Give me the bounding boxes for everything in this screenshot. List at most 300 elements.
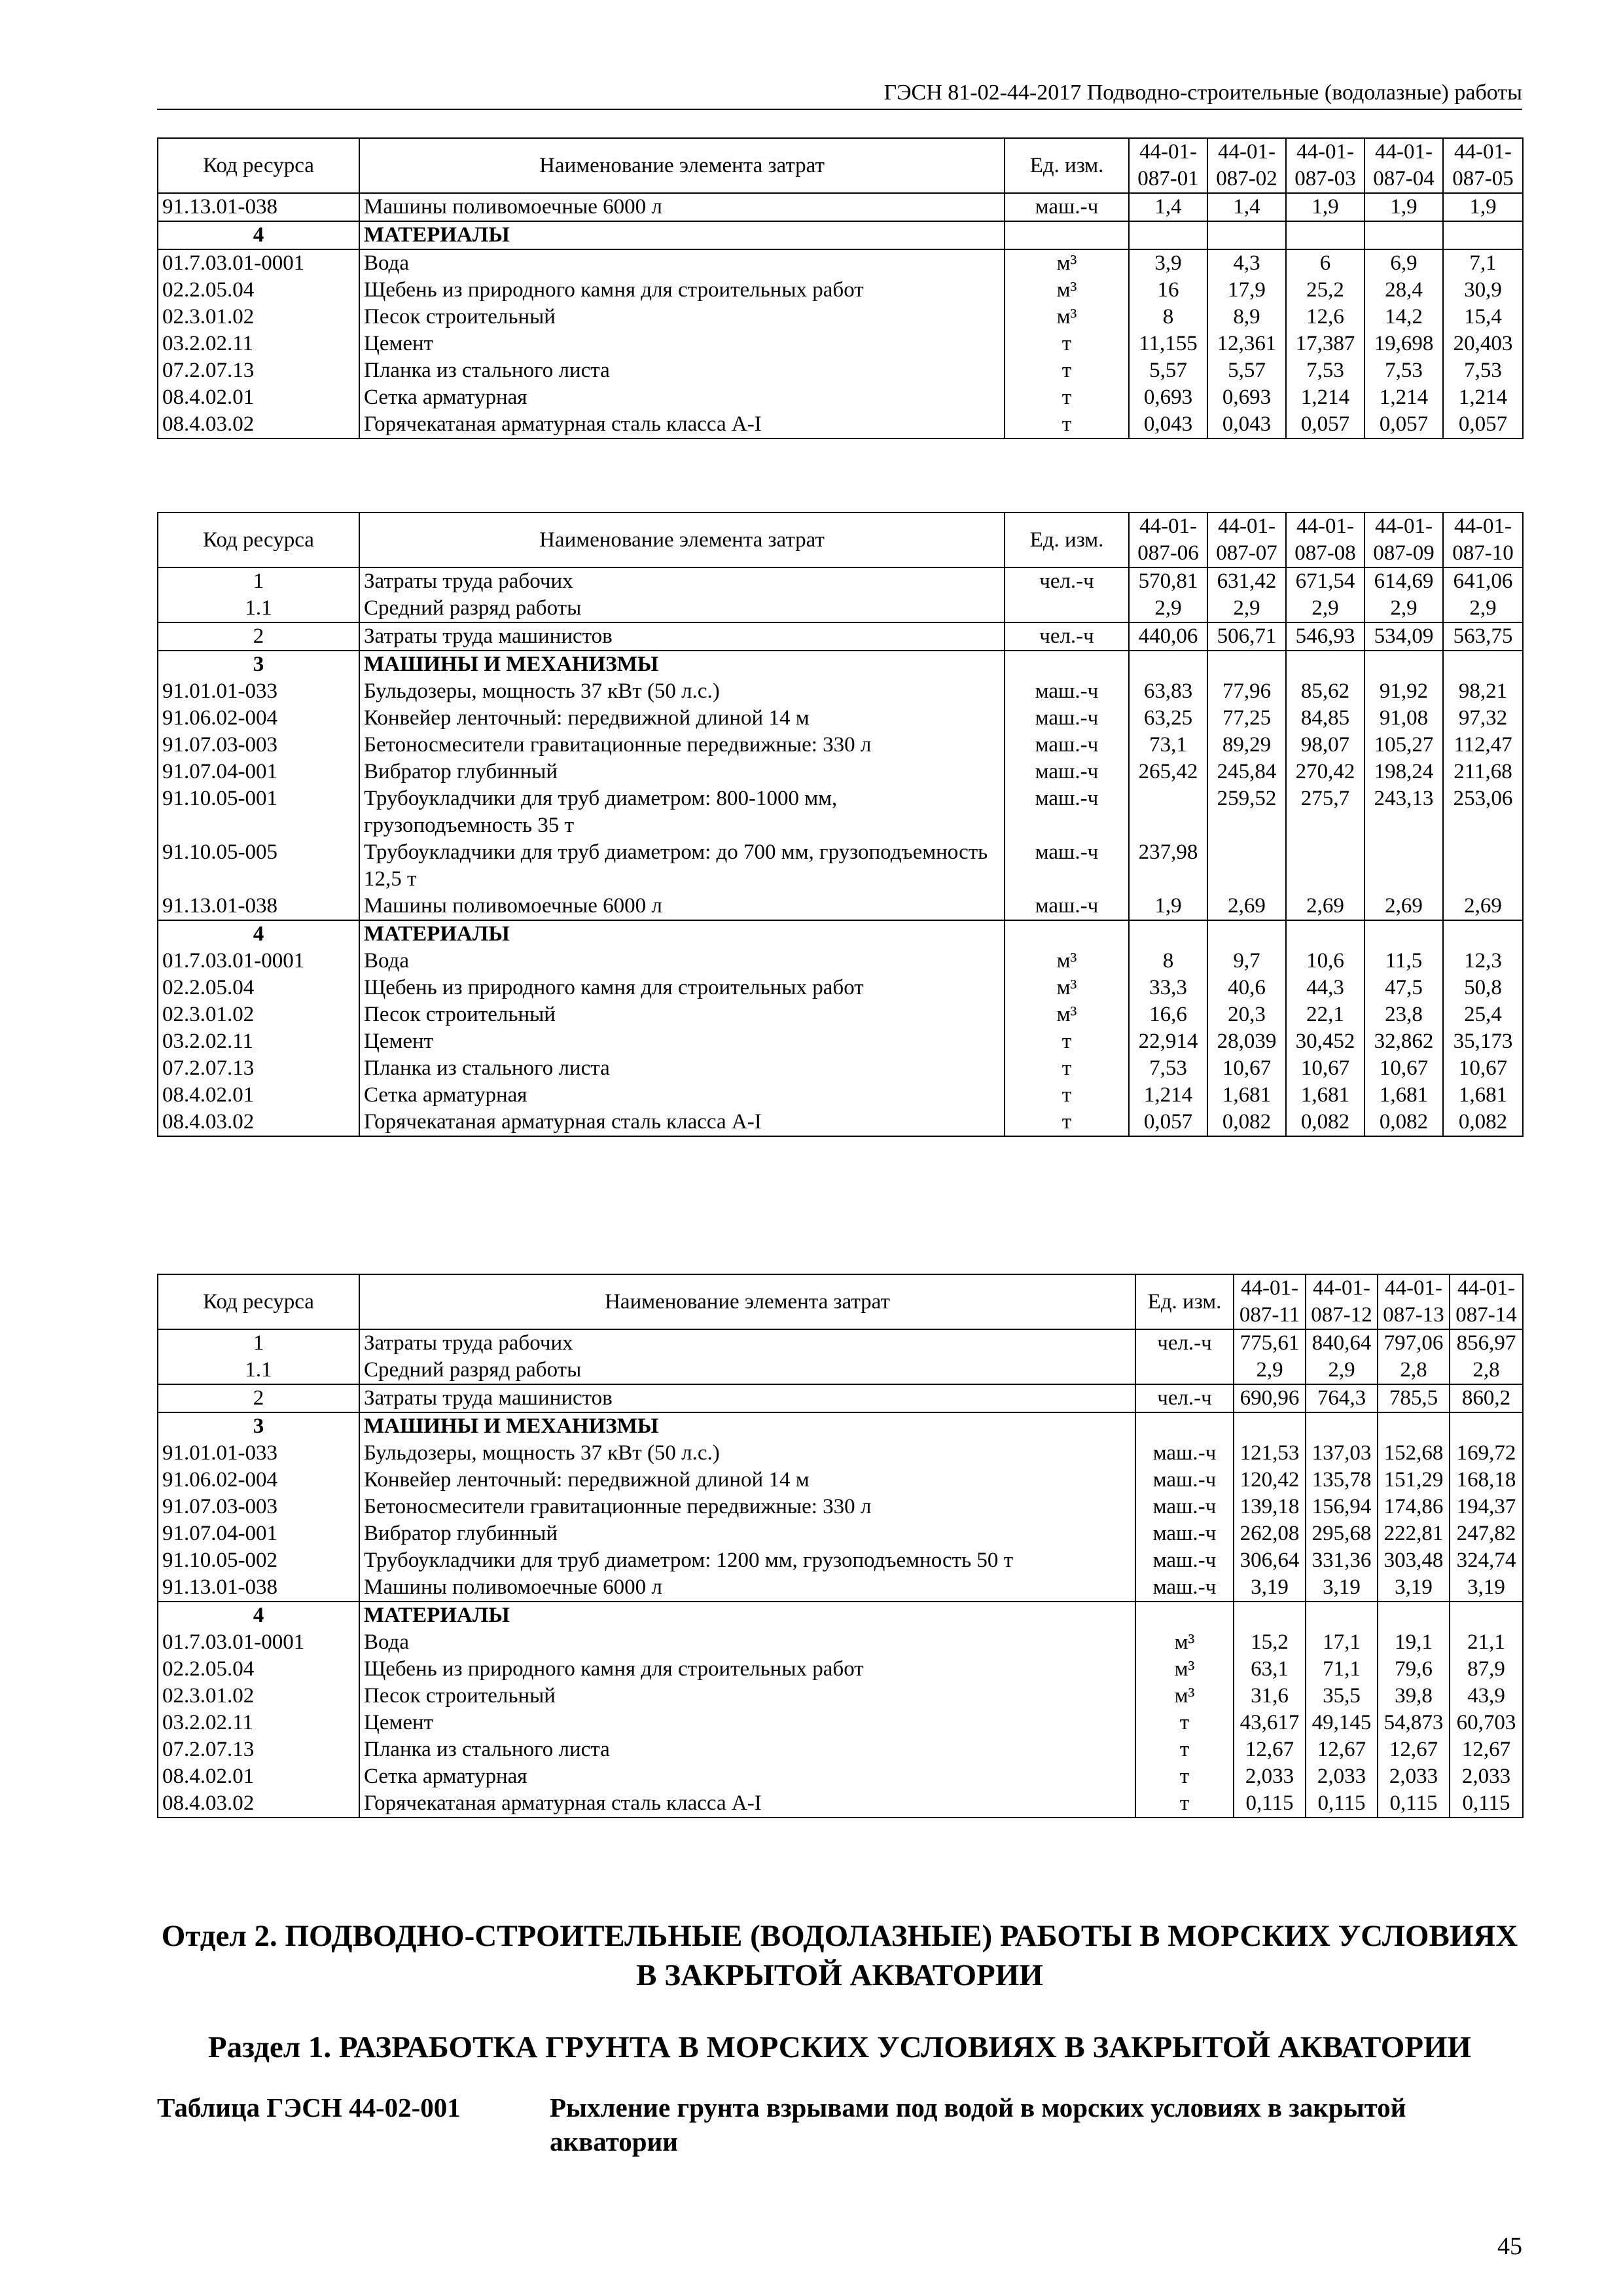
header-col: 44-01- 087-08 (1286, 512, 1364, 567)
resource-value (1129, 920, 1207, 948)
resource-code: 91.07.03-003 (158, 1494, 359, 1520)
resource-value (1234, 1602, 1306, 1629)
table-row (158, 1683, 1523, 1710)
resource-code: 1.1 (158, 1357, 359, 1384)
section-razdel-title: Раздел 1. РАЗРАБОТКА ГРУНТА В МОРСКИХ УСЛОВИЯХ В ЗАКРЫТОЙ АКВАТОРИИ (207, 2030, 1472, 2064)
resource-value (1306, 1412, 1378, 1440)
resource-value: 16,6 (1129, 1001, 1207, 1028)
table-row (158, 1602, 1523, 1629)
resource-value: 3,9 (1129, 249, 1207, 277)
resource-value: 8,9 (1207, 304, 1286, 331)
resource-value: 0,115 (1306, 1790, 1378, 1818)
table-row (158, 1028, 1523, 1055)
resource-unit (1005, 651, 1129, 678)
resource-unit: маш.-ч (1005, 759, 1129, 785)
resource-value: 0,043 (1207, 411, 1286, 439)
resource-code: 91.10.05-001 (158, 785, 359, 839)
resource-value: 237,98 (1129, 839, 1207, 893)
resource-value: 47,5 (1364, 975, 1443, 1001)
resource-value: 2,9 (1364, 595, 1443, 622)
table-row (158, 759, 1523, 785)
resource-value: 5,57 (1129, 357, 1207, 384)
resource-code: 4 (158, 221, 359, 249)
table-row (158, 1710, 1523, 1736)
resource-name: МАШИНЫ И МЕХАНИЗМЫ (359, 651, 1005, 678)
table-row (158, 357, 1523, 384)
resource-value: 12,67 (1234, 1736, 1306, 1763)
resource-value (1207, 221, 1286, 249)
table-row (158, 331, 1523, 357)
resource-value: 30,9 (1443, 277, 1523, 304)
resource-name: Сетка арматурная (359, 1082, 1005, 1109)
resource-value: 641,06 (1443, 567, 1523, 595)
table-row (158, 1082, 1523, 1109)
resource-name: Песок строительный (359, 304, 1005, 331)
resource-value: 43,9 (1450, 1683, 1523, 1710)
resource-code: 91.07.04-001 (158, 1520, 359, 1547)
resource-value: 2,8 (1450, 1357, 1523, 1384)
resource-value: 243,13 (1364, 785, 1443, 839)
resource-value: 6 (1286, 249, 1364, 277)
resource-name: МАТЕРИАЛЫ (359, 1602, 1135, 1629)
resource-value: 0,057 (1364, 411, 1443, 439)
table-row (158, 595, 1523, 622)
header-col: 44-01- 087-12 (1306, 1274, 1378, 1329)
resource-value: 534,09 (1364, 622, 1443, 651)
header-col: 44-01- 087-05 (1443, 138, 1523, 193)
resource-value: 17,387 (1286, 331, 1364, 357)
resource-name: Вибратор глубинный (359, 759, 1005, 785)
resource-code: 3 (158, 651, 359, 678)
table-header-row (158, 1274, 1523, 1329)
resource-value (1364, 221, 1443, 249)
resource-value: 2,8 (1378, 1357, 1450, 1384)
resource-unit: маш.-ч (1005, 893, 1129, 920)
resource-name: Планка из стального листа (359, 1736, 1135, 1763)
resource-name: Трубоукладчики для труб диаметром: 800-1000 мм, грузоподъемность 35 т (359, 785, 1005, 839)
resource-value: 79,6 (1378, 1656, 1450, 1683)
resource-value: 12,6 (1286, 304, 1364, 331)
resource-table-1 (157, 137, 1524, 439)
resource-unit: чел.-ч (1005, 567, 1129, 595)
resource-value: 156,94 (1306, 1494, 1378, 1520)
resource-unit: маш.-ч (1005, 705, 1129, 732)
resource-code: 01.7.03.01-0001 (158, 948, 359, 975)
resource-value: 2,9 (1286, 595, 1364, 622)
resource-value (1443, 839, 1523, 893)
resource-value (1207, 920, 1286, 948)
resource-unit: м³ (1135, 1656, 1234, 1683)
resource-unit: м³ (1005, 304, 1129, 331)
resource-name: Конвейер ленточный: передвижной длиной 14 м (359, 1467, 1135, 1494)
resource-value: 10,67 (1364, 1055, 1443, 1082)
resource-value: 10,67 (1286, 1055, 1364, 1082)
table-row (158, 705, 1523, 732)
resource-value: 614,69 (1364, 567, 1443, 595)
resource-value: 12,3 (1443, 948, 1523, 975)
resource-value: 265,42 (1129, 759, 1207, 785)
resource-code: 2 (158, 622, 359, 651)
table-row (158, 411, 1523, 439)
table-row (158, 975, 1523, 1001)
resource-name: Машины поливомоечные 6000 л (359, 193, 1005, 221)
resource-unit: т (1135, 1763, 1234, 1790)
header-col: 44-01- 087-04 (1364, 138, 1443, 193)
resource-code: 1.1 (158, 595, 359, 622)
resource-code: 91.10.05-002 (158, 1547, 359, 1574)
resource-name: Вода (359, 249, 1005, 277)
resource-value: 2,9 (1129, 595, 1207, 622)
resource-value: 0,115 (1378, 1790, 1450, 1818)
resource-code: 08.4.02.01 (158, 1082, 359, 1109)
resource-value: 89,29 (1207, 732, 1286, 759)
resource-value: 137,03 (1306, 1440, 1378, 1467)
header-code: Код ресурса (158, 138, 359, 193)
resource-value: 28,4 (1364, 277, 1443, 304)
resource-unit: маш.-ч (1135, 1494, 1234, 1520)
resource-value: 1,681 (1286, 1082, 1364, 1109)
resource-value: 40,6 (1207, 975, 1286, 1001)
header-col: 44-01- 087-13 (1378, 1274, 1450, 1329)
table-row (158, 920, 1523, 948)
resource-value (1443, 651, 1523, 678)
resource-value: 1,214 (1286, 384, 1364, 411)
table-row (158, 1790, 1523, 1818)
resource-value: 54,873 (1378, 1710, 1450, 1736)
table-row (158, 1440, 1523, 1467)
resource-value (1450, 1412, 1523, 1440)
resource-value: 63,25 (1129, 705, 1207, 732)
resource-code: 07.2.07.13 (158, 357, 359, 384)
table-row (158, 785, 1523, 839)
resource-value: 1,9 (1364, 193, 1443, 221)
resource-value: 840,64 (1306, 1329, 1378, 1357)
resource-value: 2,9 (1443, 595, 1523, 622)
resource-value: 10,6 (1286, 948, 1364, 975)
table-header-row (158, 138, 1523, 193)
table-row (158, 948, 1523, 975)
resource-value: 194,37 (1450, 1494, 1523, 1520)
resource-value: 546,93 (1286, 622, 1364, 651)
resource-name: Вибратор глубинный (359, 1520, 1135, 1547)
resource-value: 856,97 (1450, 1329, 1523, 1357)
resource-value: 91,08 (1364, 705, 1443, 732)
resource-value: 6,9 (1364, 249, 1443, 277)
header-name: Наименование элемента затрат (359, 1274, 1135, 1329)
resource-table-2 (157, 512, 1524, 1137)
resource-name: МАТЕРИАЛЫ (359, 221, 1005, 249)
resource-value: 12,67 (1450, 1736, 1523, 1763)
resource-value: 19,698 (1364, 331, 1443, 357)
resource-unit: т (1005, 357, 1129, 384)
resource-value: 43,617 (1234, 1710, 1306, 1736)
resource-value: 8 (1129, 304, 1207, 331)
table-row (158, 1736, 1523, 1763)
resource-value: 2,69 (1286, 893, 1364, 920)
resource-name: Горячекатаная арматурная сталь класса А-I (359, 1109, 1005, 1136)
resource-value: 2,69 (1364, 893, 1443, 920)
resource-value: 31,6 (1234, 1683, 1306, 1710)
resource-value: 84,85 (1286, 705, 1364, 732)
resource-value: 20,403 (1443, 331, 1523, 357)
resource-value: 23,8 (1364, 1001, 1443, 1028)
resource-value: 49,145 (1306, 1710, 1378, 1736)
resource-value: 2,033 (1450, 1763, 1523, 1790)
resource-value: 22,1 (1286, 1001, 1364, 1028)
resource-value: 671,54 (1286, 567, 1364, 595)
table-row (158, 1763, 1523, 1790)
resource-value: 16 (1129, 277, 1207, 304)
resource-value: 1,681 (1207, 1082, 1286, 1109)
resource-value: 3,19 (1306, 1574, 1378, 1602)
resource-value: 174,86 (1378, 1494, 1450, 1520)
resource-value (1207, 651, 1286, 678)
resource-code: 4 (158, 1602, 359, 1629)
resource-value: 105,27 (1364, 732, 1443, 759)
resource-unit: т (1005, 1055, 1129, 1082)
resource-name: Затраты труда рабочих (359, 1329, 1135, 1357)
resource-value: 10,67 (1443, 1055, 1523, 1082)
resource-unit: т (1005, 1109, 1129, 1136)
resource-unit: маш.-ч (1005, 839, 1129, 893)
resource-code: 01.7.03.01-0001 (158, 1629, 359, 1656)
resource-unit: маш.-ч (1135, 1440, 1234, 1467)
header-col: 44-01- 087-07 (1207, 512, 1286, 567)
resource-value: 35,173 (1443, 1028, 1523, 1055)
resource-name: Затраты труда рабочих (359, 567, 1005, 595)
resource-value: 775,61 (1234, 1329, 1306, 1357)
table-row (158, 1629, 1523, 1656)
resource-value (1129, 221, 1207, 249)
resource-unit: т (1005, 331, 1129, 357)
resource-value (1364, 651, 1443, 678)
resource-code: 03.2.02.11 (158, 331, 359, 357)
resource-code: 3 (158, 1412, 359, 1440)
resource-name: Трубоукладчики для труб диаметром: 1200 мм, грузоподъемность 50 т (359, 1547, 1135, 1574)
table-row (158, 1329, 1523, 1357)
resource-value: 33,3 (1129, 975, 1207, 1001)
resource-value: 7,53 (1286, 357, 1364, 384)
resource-code: 02.3.01.02 (158, 304, 359, 331)
table-row (158, 1520, 1523, 1547)
resource-name: Горячекатаная арматурная сталь класса А-I (359, 1790, 1135, 1818)
resource-value: 690,96 (1234, 1384, 1306, 1412)
resource-value: 63,83 (1129, 678, 1207, 705)
resource-code: 91.13.01-038 (158, 193, 359, 221)
resource-value (1364, 839, 1443, 893)
resource-value: 2,9 (1207, 595, 1286, 622)
resource-value: 0,057 (1129, 1109, 1207, 1136)
table-row (158, 839, 1523, 893)
resource-unit: м³ (1005, 975, 1129, 1001)
table-row (158, 249, 1523, 277)
resource-code: 4 (158, 920, 359, 948)
resource-name: Сетка арматурная (359, 1763, 1135, 1790)
resource-value (1207, 839, 1286, 893)
resource-value: 1,4 (1129, 193, 1207, 221)
resource-unit: т (1135, 1710, 1234, 1736)
resource-value: 73,1 (1129, 732, 1207, 759)
resource-value: 12,361 (1207, 331, 1286, 357)
resource-value: 1,681 (1364, 1082, 1443, 1109)
resource-unit: маш.-ч (1005, 732, 1129, 759)
resource-code: 91.07.04-001 (158, 759, 359, 785)
resource-unit: м³ (1005, 948, 1129, 975)
resource-value: 21,1 (1450, 1629, 1523, 1656)
header-code: Код ресурса (158, 1274, 359, 1329)
table-row (158, 1547, 1523, 1574)
resource-value: 0,693 (1129, 384, 1207, 411)
resource-value: 7,53 (1129, 1055, 1207, 1082)
resource-name: Горячекатаная арматурная сталь класса А-I (359, 411, 1005, 439)
resource-name: Средний разряд работы (359, 595, 1005, 622)
resource-code: 08.4.02.01 (158, 384, 359, 411)
resource-unit: т (1005, 384, 1129, 411)
resource-value (1129, 651, 1207, 678)
resource-unit (1135, 1412, 1234, 1440)
resource-value: 120,42 (1234, 1467, 1306, 1494)
resource-value: 44,3 (1286, 975, 1364, 1001)
table-header-row (158, 512, 1523, 567)
table-row (158, 1656, 1523, 1683)
resource-value: 1,9 (1129, 893, 1207, 920)
resource-value: 506,71 (1207, 622, 1286, 651)
resource-code: 01.7.03.01-0001 (158, 249, 359, 277)
resource-value: 764,3 (1306, 1384, 1378, 1412)
resource-value: 295,68 (1306, 1520, 1378, 1547)
resource-value: 98,21 (1443, 678, 1523, 705)
resource-name: Планка из стального листа (359, 1055, 1005, 1082)
resource-unit: т (1135, 1790, 1234, 1818)
resource-value: 259,52 (1207, 785, 1286, 839)
resource-value: 1,214 (1129, 1082, 1207, 1109)
resource-unit: м³ (1135, 1683, 1234, 1710)
resource-unit: м³ (1005, 249, 1129, 277)
resource-value (1129, 785, 1207, 839)
resource-value (1286, 839, 1364, 893)
resource-value: 306,64 (1234, 1547, 1306, 1574)
resource-value: 7,53 (1443, 357, 1523, 384)
resource-unit (1135, 1602, 1234, 1629)
resource-value: 112,47 (1443, 732, 1523, 759)
resource-value: 1,214 (1364, 384, 1443, 411)
resource-value: 3,19 (1450, 1574, 1523, 1602)
resource-value: 440,06 (1129, 622, 1207, 651)
header-col: 44-01- 087-09 (1364, 512, 1443, 567)
resource-value: 77,96 (1207, 678, 1286, 705)
resource-value: 2,9 (1306, 1357, 1378, 1384)
resource-value: 1,4 (1207, 193, 1286, 221)
resource-unit: маш.-ч (1005, 785, 1129, 839)
resource-value: 247,82 (1450, 1520, 1523, 1547)
resource-unit: чел.-ч (1135, 1384, 1234, 1412)
resource-code: 07.2.07.13 (158, 1055, 359, 1082)
resource-code: 91.01.01-033 (158, 678, 359, 705)
resource-code: 91.10.05-005 (158, 839, 359, 893)
table-row (158, 1109, 1523, 1136)
resource-value: 0,082 (1286, 1109, 1364, 1136)
resource-value: 275,7 (1286, 785, 1364, 839)
resource-value (1450, 1602, 1523, 1629)
resource-name: Щебень из природного камня для строительных работ (359, 975, 1005, 1001)
resource-value: 331,36 (1306, 1547, 1378, 1574)
header-name: Наименование элемента затрат (359, 138, 1005, 193)
resource-value: 0,115 (1450, 1790, 1523, 1818)
header-unit: Ед. изм. (1135, 1274, 1234, 1329)
resource-unit: маш.-ч (1135, 1520, 1234, 1547)
resource-value: 30,452 (1286, 1028, 1364, 1055)
resource-unit: т (1005, 1028, 1129, 1055)
resource-value: 1,214 (1443, 384, 1523, 411)
resource-value: 0,082 (1364, 1109, 1443, 1136)
resource-name: Затраты труда машинистов (359, 622, 1005, 651)
resource-value: 8 (1129, 948, 1207, 975)
resource-value: 1,681 (1443, 1082, 1523, 1109)
resource-unit: т (1135, 1736, 1234, 1763)
resource-value: 211,68 (1443, 759, 1523, 785)
header-col: 44-01- 087-03 (1286, 138, 1364, 193)
resource-value: 2,033 (1306, 1763, 1378, 1790)
resource-name: Бетоносмесители гравитационные передвижные: 330 л (359, 1494, 1135, 1520)
resource-value: 151,29 (1378, 1467, 1450, 1494)
table-row (158, 678, 1523, 705)
resource-code: 02.2.05.04 (158, 975, 359, 1001)
resource-value: 14,2 (1364, 304, 1443, 331)
resource-value: 15,4 (1443, 304, 1523, 331)
resource-value: 35,5 (1306, 1683, 1378, 1710)
resource-name: Затраты труда машинистов (359, 1384, 1135, 1412)
table-row (158, 622, 1523, 651)
resource-table-3 (157, 1274, 1524, 1818)
resource-value: 71,1 (1306, 1656, 1378, 1683)
resource-value: 22,914 (1129, 1028, 1207, 1055)
resource-unit: м³ (1005, 277, 1129, 304)
table-row (158, 1574, 1523, 1602)
resource-value (1378, 1412, 1450, 1440)
resource-value: 168,18 (1450, 1467, 1523, 1494)
resource-value: 0,057 (1443, 411, 1523, 439)
table-row (158, 1357, 1523, 1384)
resource-value: 2,033 (1234, 1763, 1306, 1790)
resource-unit (1005, 920, 1129, 948)
resource-code: 02.3.01.02 (158, 1001, 359, 1028)
resource-value: 563,75 (1443, 622, 1523, 651)
resource-value (1443, 920, 1523, 948)
resource-value: 785,5 (1378, 1384, 1450, 1412)
resource-value: 0,057 (1286, 411, 1364, 439)
resource-value: 9,7 (1207, 948, 1286, 975)
running-header: ГЭСН 81-02-44-2017 Подводно-строительные (водолазные) работы (157, 77, 1522, 110)
resource-name: Песок строительный (359, 1001, 1005, 1028)
resource-value: 25,4 (1443, 1001, 1523, 1028)
resource-name: Конвейер ленточный: передвижной длиной 14 м (359, 705, 1005, 732)
header-col: 44-01- 087-01 (1129, 138, 1207, 193)
resource-unit: чел.-ч (1135, 1329, 1234, 1357)
resource-value (1286, 920, 1364, 948)
resource-code: 91.01.01-033 (158, 1440, 359, 1467)
resource-value: 25,2 (1286, 277, 1364, 304)
resource-name: Щебень из природного камня для строительных работ (359, 1656, 1135, 1683)
resource-value: 0,082 (1207, 1109, 1286, 1136)
resource-value: 20,3 (1207, 1001, 1286, 1028)
table-row (158, 567, 1523, 595)
resource-code: 91.13.01-038 (158, 893, 359, 920)
resource-value: 2,69 (1443, 893, 1523, 920)
resource-name: МАШИНЫ И МЕХАНИЗМЫ (359, 1412, 1135, 1440)
resource-value: 5,57 (1207, 357, 1286, 384)
table-description: Рыхление грунта взрывами под водой в морских условиях в закрытой акватории (550, 2092, 1406, 2157)
table-row (158, 1384, 1523, 1412)
